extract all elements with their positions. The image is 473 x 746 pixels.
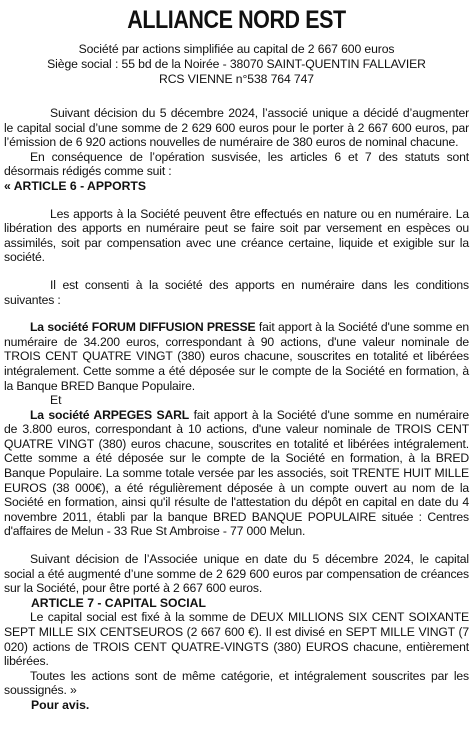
- contribution-arpeges: [4, 408, 469, 539]
- header-address: Siège social : 55 bd de la Noirée - 38070 SAINT-QUENTIN FALLAVIER: [47, 57, 426, 71]
- article-7-paragraph-1: Le capital social est fixé à la somme de DEUX MILLIONS SIX CENT SOIXANTE SEPT MILLE SIX CENTSEUROS (2 667 600 €). Il est divisé en SEPT MILLE VINGT (7 020) actions de TROIS CENT QUATRE-VINGTS (380) EUROS chacune, entièrement libérées.: [4, 610, 469, 669]
- conjunction-et: Et: [50, 393, 62, 408]
- article-6-paragraph-1: Les apports à la Société peuvent être effectués en nature ou en numéraire. La libération des apports en numéraire peut se faire soit par versement en espèces ou assimilés, soit par compensation avec une créance certaine, liquide et exigible sur la société.: [4, 206, 469, 265]
- contributor-name: La société ARPEGES SARL: [30, 407, 190, 422]
- intro-consequence: En conséquence de l’opération susvisée, les articles 6 et 7 des statuts sont désormais rédigés comme suit :: [4, 149, 469, 179]
- contribution-text: fait apport à la Société d'une somme en numéraire de 34.200 euros, correspondant à 90 actions, d'une valeur nominale de TROIS CENT QUATRE VINGT (380) euros chacune, souscrites en totalité et libérées intégralement. Cette somme a été déposée sur le compte de la Société en formation, à la Banque BRED Banque Populaire.: [4, 320, 469, 393]
- header-rcs: RCS VIENNE n°538 764 747: [159, 72, 314, 86]
- contribution-forum-diffusion: [4, 320, 469, 393]
- company-title: ALLIANCE NORD EST: [127, 6, 346, 34]
- article-6-paragraph-2: Il est consenti à la société des apports en numéraire dans les conditions suivantes :: [4, 277, 469, 307]
- contribution-text: fait apport à la Société d'une somme en numéraire de 3.800 euros, correspondant à 10 actions, d'une valeur nominale de TROIS CENT QUATRE VINGT (380) euros chacune, souscrites en totalité et libérées intégralement. Cette somme a été déposée sur le compte de la Société en formation, à la BRED Banque Populaire. La somme totale versée par les associés, soit TRENTE HUIT MILLE EUROS (38 000€), a été régulièrement déposée à un compte ouvert au nom de la Société en formation, ainsi qu'il résulte de l'attestation du dépôt en capital en date du 4 novembre 2011, établi par la banque BRED BANQUE POPULAIRE située : Centres d'affaires de Melun - 33 Rue St Ambroise - 77 000 Melun.: [4, 407, 469, 539]
- header-capital: Société par actions simplifiée au capital de 2 667 600 euros: [78, 42, 395, 56]
- article-7-heading: ARTICLE 7 - CAPITAL SOCIAL: [31, 595, 206, 610]
- article-7-paragraph-2: Toutes les actions sont de même catégorie, et intégralement souscrites par les soussignés. »: [4, 668, 469, 698]
- company-header: [4, 42, 469, 87]
- intro-decision: Suivant décision du 5 décembre 2024, l’associé unique a décidé d’augmenter le capital social d’une somme de 2 629 600 euros pour le porter à 2 667 600 euros, par l’émission de 6 920 actions nouvelles de numéraire de 380 euros de nominal chacune.: [4, 106, 469, 150]
- closing-pour-avis: Pour avis.: [31, 697, 90, 712]
- article-6-paragraph-3: Suivant décision de l’Associée unique en date du 5 décembre 2024, le capital social a été augmenté d’une somme de 2 629 600 euros par compensation de créances sur la Société, pour être porté à 2 667 600 euros.: [4, 552, 469, 596]
- article-6-heading: « ARTICLE 6 - APPORTS: [4, 178, 146, 193]
- contributor-name: La société FORUM DIFFUSION PRESSE: [30, 320, 256, 335]
